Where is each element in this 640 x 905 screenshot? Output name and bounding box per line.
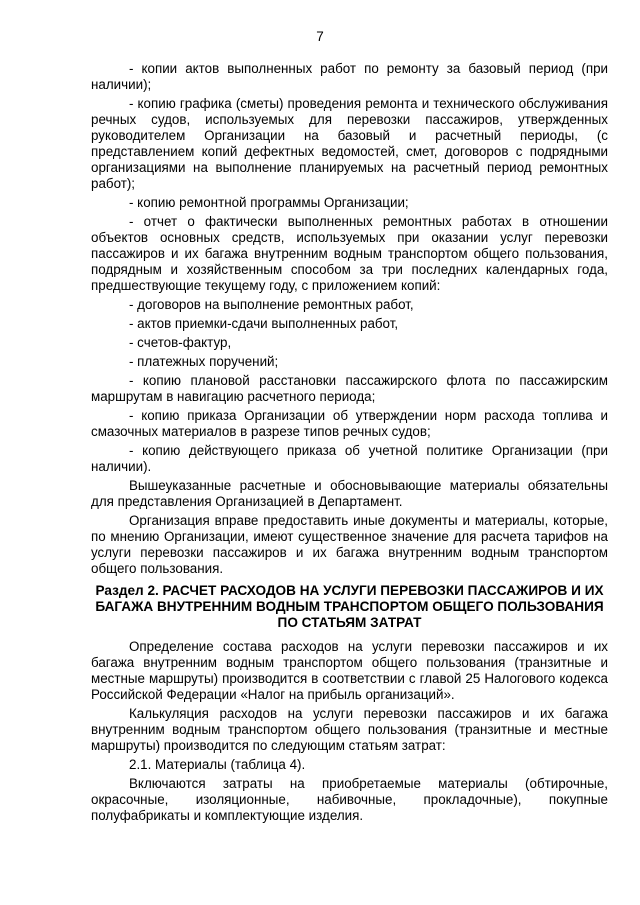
paragraph: - счетов-фактур,: [129, 335, 232, 350]
paragraph: - актов приемки-сдачи выполненных работ,: [129, 316, 399, 331]
paragraph: - отчет о фактически выполненных ремонтных работах в отношении объектов основных средств, используемых при оказании услуг перевозки пассажиров и их багажа внутренним водным транспортом общего пользования, подрядным и хозяйственным способом за три последних календарных года, предшествующие текущему году, с приложением копий:: [91, 214, 608, 293]
section-heading: Раздел 2. РАСЧЕТ РАСХОДОВ НА УСЛУГИ ПЕРЕВОЗКИ ПАССАЖИРОВ И ИХ БАГАЖА ВНУТРЕННИМ ВОДНЫМ ТРАНСПОРТОМ ОБЩЕГО ПОЛЬЗОВАНИЯ ПО СТАТЬЯМ ЗАТРАТ: [95, 583, 604, 630]
paragraph: - договоров на выполнение ремонтных работ,: [129, 297, 414, 312]
document-body: [91, 61, 608, 827]
paragraph: - платежных поручений;: [129, 354, 279, 369]
paragraph: Определение состава расходов на услуги перевозки пассажиров и их багажа внутренним водным транспортом общего пользования (транзитные и местные маршруты) производится в соответствии с главой 25 Налогового кодекса Российской Федерации «Налог на прибыль организаций».: [91, 639, 608, 702]
paragraph: - копию действующего приказа об учетной политике Организации (при наличии).: [91, 443, 608, 474]
paragraph: Включаются затраты на приобретаемые материалы (обтирочные, окрасочные, изоляционные, набивочные, прокладочные), покупные полуфабрикаты и комплектующие изделия.: [91, 776, 608, 823]
paragraph: - копию ремонтной программы Организации;: [129, 195, 409, 210]
paragraph: - копию графика (сметы) проведения ремонта и технического обслуживания речных судов, используемых для перевозки пассажиров, утвержденных руководителем Организации на базовый и расчетный периоды, (с представлением копий дефектных ведомостей, смет, договоров с подрядными организациями на выполнение планируемых на расчетный период ремонтных работ);: [91, 96, 608, 191]
paragraph: Организация вправе предоставить иные документы и материалы, которые, по мнению Организации, имеют существенное значение для расчета тарифов на услуги перевозки пассажиров и их багажа внутренним водным транспортом общего пользования.: [91, 513, 608, 576]
paragraph: - копии актов выполненных работ по ремонту за базовый период (при наличии);: [91, 61, 608, 92]
page-number: 7: [316, 29, 324, 44]
paragraph: - копию приказа Организации об утверждении норм расхода топлива и смазочных материалов в разрезе типов речных судов;: [91, 408, 608, 439]
paragraph: 2.1. Материалы (таблица 4).: [129, 757, 306, 772]
paragraph: Вышеуказанные расчетные и обосновывающие материалы обязательны для представления Организацией в Департамент.: [91, 478, 608, 509]
paragraph: - копию плановой расстановки пассажирского флота по пассажирским маршрутам в навигацию расчетного периода;: [91, 373, 608, 404]
paragraph: Калькуляция расходов на услуги перевозки пассажиров и их багажа внутренним водным транспортом общего пользования (транзитные и местные маршруты) производится по следующим статьям затрат:: [91, 706, 608, 753]
